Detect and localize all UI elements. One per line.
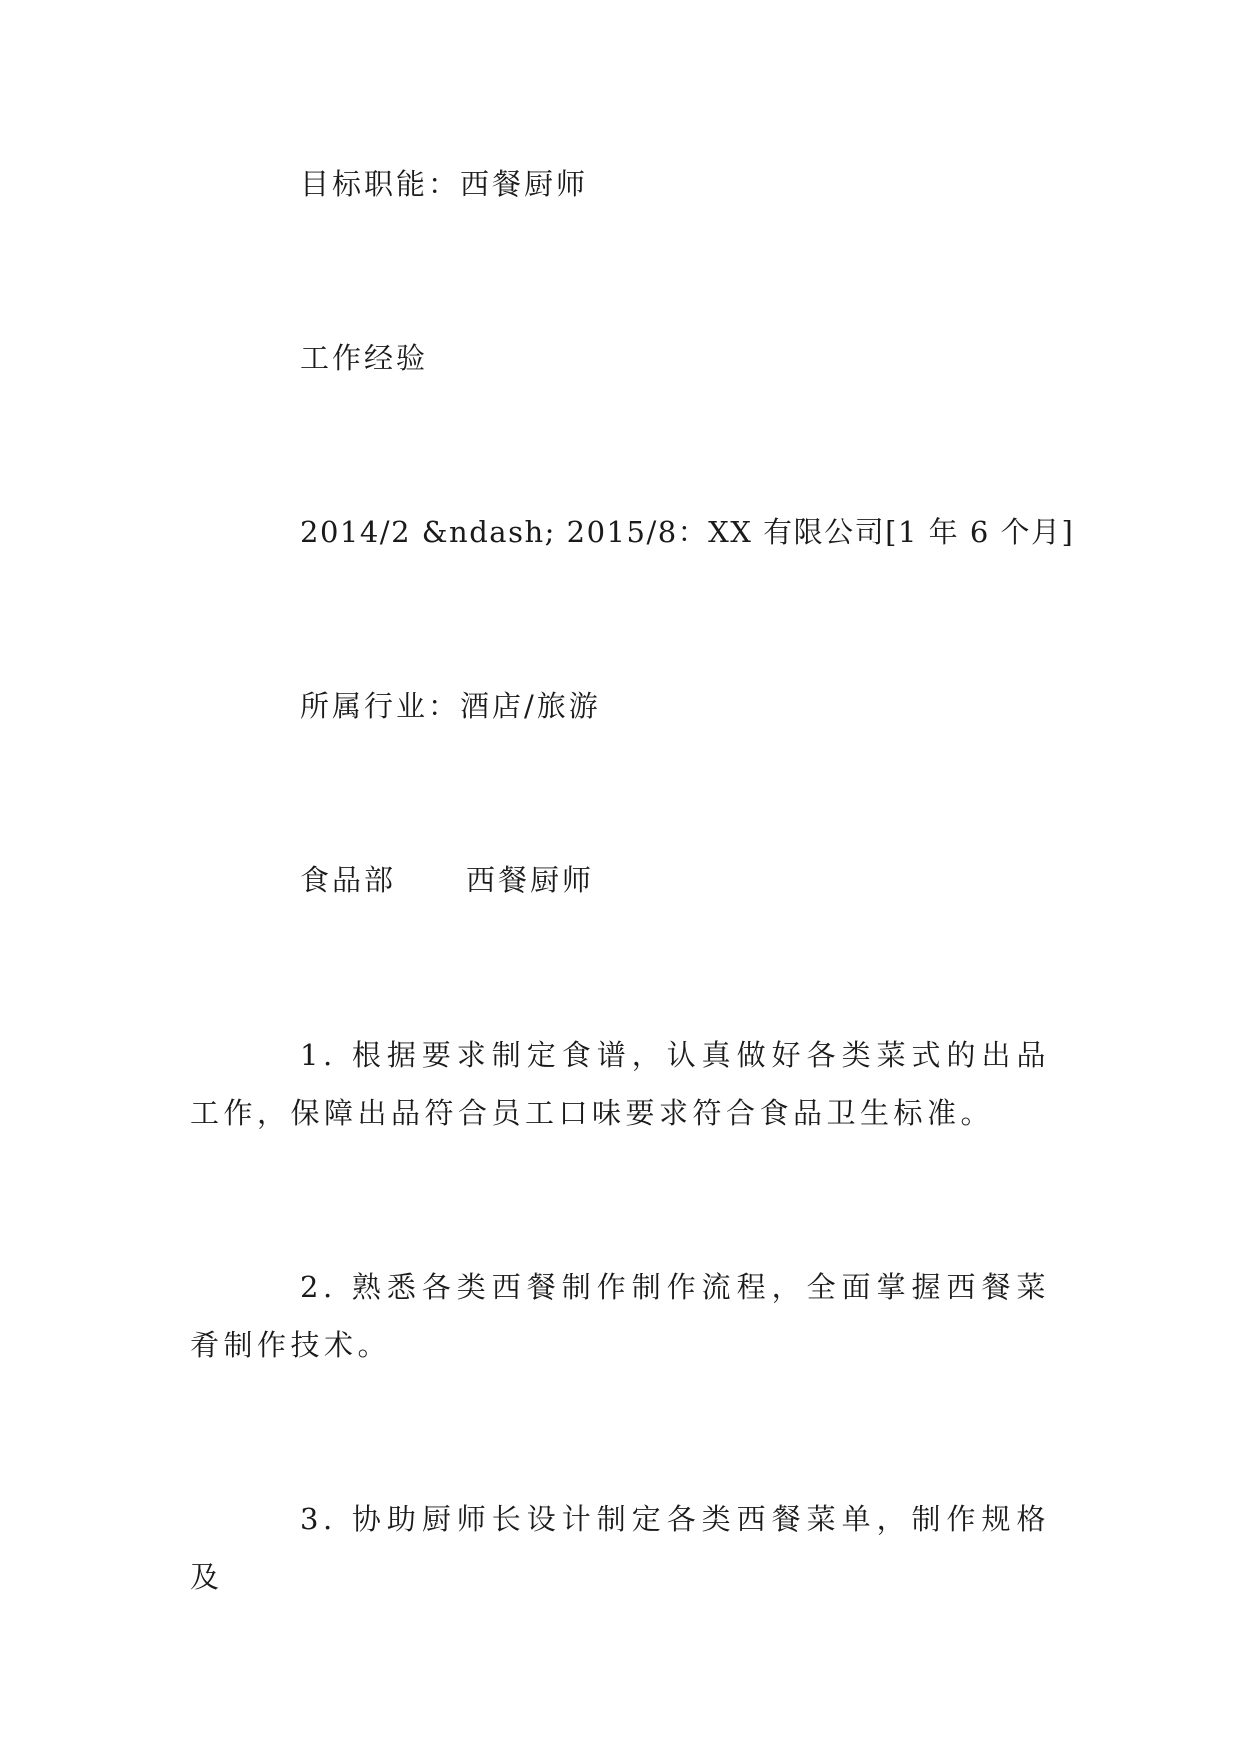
employment-period-line: 2014/2 &ndash; 2015/8：XX 有限公司[1 年 6 个月] [300, 515, 1075, 549]
duty-item-2: 2. 熟悉各类西餐制作制作流程，全面掌握西餐菜肴制作技术。 [190, 1270, 1050, 1362]
department-name: 食品部 [300, 863, 397, 897]
section-heading: 工作经验 [300, 341, 429, 375]
department-line [300, 863, 595, 897]
duty-item-3: 3. 协助厨师长设计制定各类西餐菜单，制作规格及 [190, 1502, 1050, 1594]
target-role-line: 目标职能：西餐厨师 [300, 167, 589, 201]
position-name: 西餐厨师 [466, 863, 595, 897]
industry-line: 所属行业：酒店/旅游 [300, 689, 601, 723]
duty-item-1: 1. 根据要求制定食谱，认真做好各类菜式的出品工作，保障出品符合员工口味要求符合食品卫生标准。 [190, 1038, 1050, 1130]
